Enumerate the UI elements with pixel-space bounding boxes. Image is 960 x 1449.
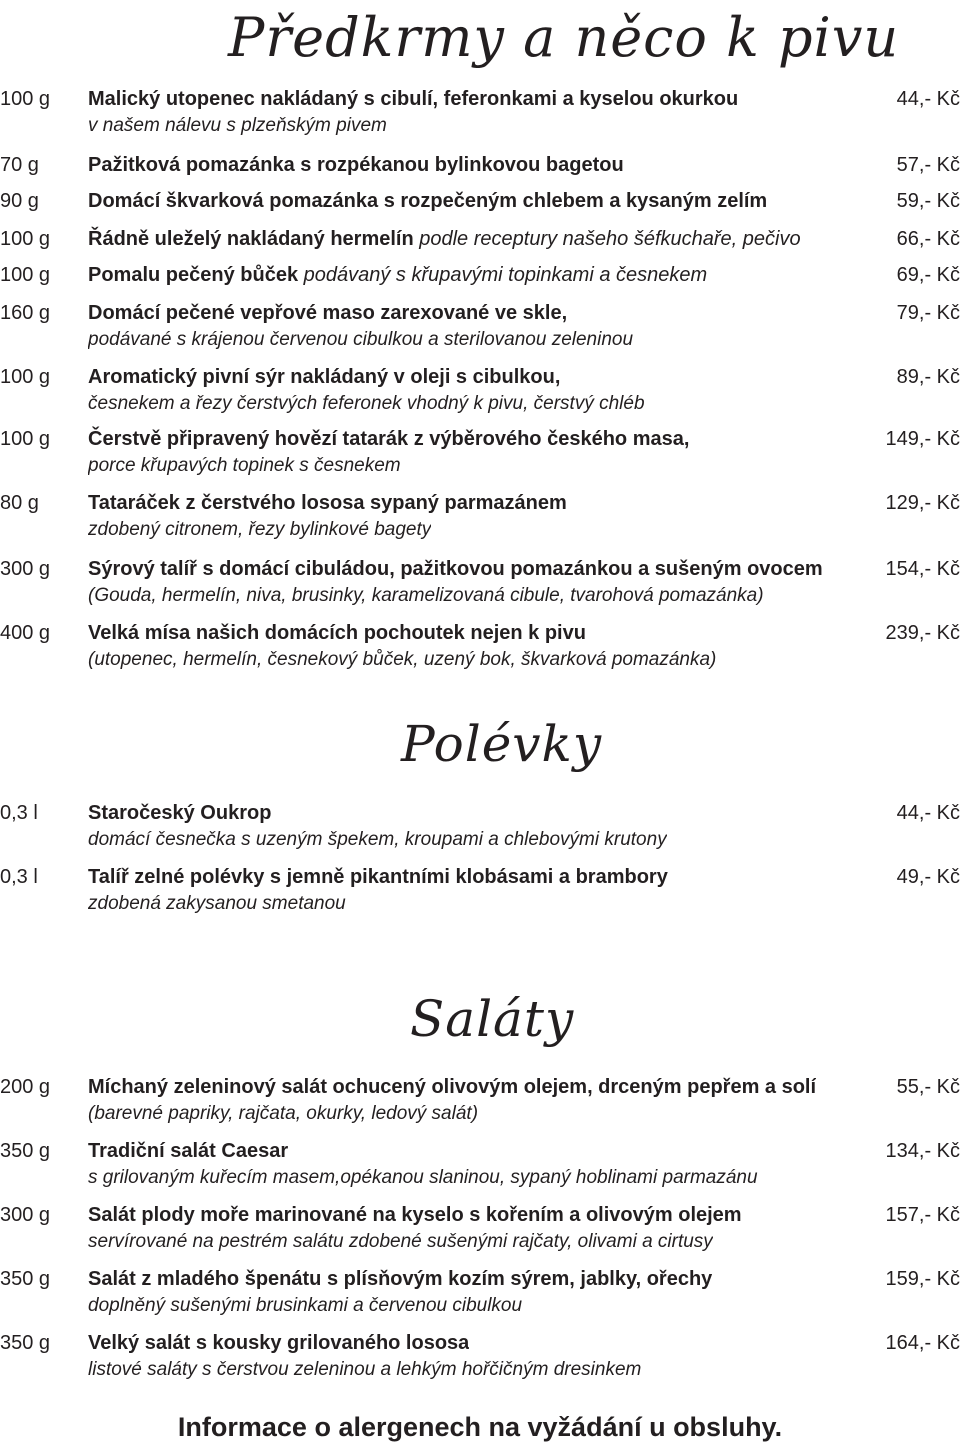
item-name: [88, 262, 707, 288]
item-price: 69,- Kč: [896, 264, 960, 286]
item-quantity: 0,3 l: [0, 802, 38, 824]
item-description: s grilovaným kuřecím masem,opékanou slaninou, sypaný hoblinami parmazánu: [88, 1167, 758, 1188]
item-name-text: Salát z mladého špenátu s plísňovým kozím sýrem, jablky, ořechy: [88, 1268, 713, 1290]
item-price: 157,- Kč: [885, 1204, 960, 1226]
allergen-notice: Informace o alergenech na vyžádání u obsluhy.: [177, 1412, 783, 1442]
item-price: 57,- Kč: [896, 154, 960, 176]
item-price: 154,- Kč: [885, 558, 960, 580]
item-name-text: Pažitková pomazánka s rozpékanou bylinkovou bagetou: [88, 154, 624, 176]
item-description: porce křupavých topinek s česnekem: [88, 455, 401, 476]
item-name: [88, 1330, 469, 1356]
item-name: [88, 1138, 288, 1164]
item-price: 55,- Kč: [896, 1076, 960, 1098]
item-name-text: Talíř zelné polévky s jemně pikantními klobásami a brambory: [88, 866, 668, 888]
item-quantity: 100 g: [0, 88, 51, 110]
item-name-text: Aromatický pivní sýr nakládaný v oleji s cibulkou,: [88, 366, 561, 388]
item-price: 159,- Kč: [885, 1268, 960, 1290]
section-title-predkrmy: Předkrmy a něco k pivu: [228, 6, 900, 69]
item-quantity: 350 g: [0, 1140, 51, 1162]
item-quantity: 100 g: [0, 228, 51, 250]
item-quantity: 100 g: [0, 366, 51, 388]
item-name: [88, 556, 823, 582]
item-price: 129,- Kč: [885, 492, 960, 514]
item-name-text: Velká mísa našich domácích pochoutek nejen k pivu: [88, 622, 586, 644]
item-name: [88, 1202, 742, 1228]
item-name: [88, 490, 567, 516]
item-name-text: Řádně uleželý nakládaný hermelín: [88, 228, 414, 250]
item-name-text: Domácí pečené vepřové maso zarexované ve skle,: [88, 302, 568, 324]
item-name: [88, 226, 801, 252]
item-name-text: Velký salát s kousky grilovaného lososa: [88, 1332, 470, 1354]
item-name-text: Malický utopenec nakládaný s cibulí, feferonkami a kyselou okurkou: [88, 88, 739, 110]
item-quantity: 400 g: [0, 622, 51, 644]
item-inline-description: podle receptury našeho šéfkuchaře, pečivo: [413, 228, 801, 250]
item-name: [88, 800, 271, 826]
item-price: 89,- Kč: [896, 366, 960, 388]
item-quantity: 300 g: [0, 1204, 51, 1226]
item-name-text: Salát plody moře marinované na kyselo s kořením a olivovým olejem: [88, 1204, 742, 1226]
section-title-salaty: Saláty: [410, 990, 575, 1048]
item-description: (utopenec, hermelín, česnekový bůček, uzený bok, škvarková pomazánka): [88, 649, 717, 670]
item-description: listové saláty s čerstvou zeleninou a lehkým hořčičným dresinkem: [88, 1359, 642, 1380]
item-price: 44,- Kč: [896, 88, 960, 110]
item-description: servírované na pestrém salátu zdobené sušenými rajčaty, olivami a cirtusy: [88, 1231, 713, 1252]
item-quantity: 80 g: [0, 492, 39, 514]
item-quantity: 200 g: [0, 1076, 51, 1098]
item-quantity: 100 g: [0, 428, 51, 450]
item-name-text: Míchaný zeleninový salát ochucený olivovým olejem, drceným pepřem a solí: [88, 1076, 817, 1098]
item-quantity: 0,3 l: [0, 866, 38, 888]
item-name: [88, 152, 624, 178]
item-price: 239,- Kč: [885, 622, 960, 644]
item-name: [88, 864, 668, 890]
item-description: doplněný sušenými brusinkami a červenou cibulkou: [88, 1295, 523, 1316]
item-inline-description: podávaný s křupavými topinkami a česnekem: [298, 264, 708, 286]
section-title-polevky: Polévky: [401, 715, 603, 773]
item-name: [88, 1266, 712, 1292]
item-price: 164,- Kč: [885, 1332, 960, 1354]
item-description: domácí česnečka s uzeným špekem, kroupami a chlebovými krutony: [88, 829, 667, 850]
item-price: 134,- Kč: [885, 1140, 960, 1162]
item-name: [88, 426, 689, 452]
item-quantity: 70 g: [0, 154, 39, 176]
item-description: zdobená zakysanou smetanou: [88, 893, 346, 914]
item-name: [88, 1074, 816, 1100]
item-description: česnekem a řezy čerstvých feferonek vhodný k pivu, čerstvý chléb: [88, 393, 645, 414]
item-name-text: Tradiční salát Caesar: [88, 1140, 289, 1162]
item-quantity: 100 g: [0, 264, 51, 286]
item-name: [88, 86, 738, 112]
item-quantity: 300 g: [0, 558, 51, 580]
item-description: v našem nálevu s plzeňským pivem: [88, 115, 387, 136]
item-name-text: Tataráček z čerstvého lososa sypaný parmazánem: [88, 492, 567, 514]
item-price: 44,- Kč: [896, 802, 960, 824]
item-quantity: 350 g: [0, 1332, 51, 1354]
item-name-text: Staročeský Oukrop: [88, 802, 272, 824]
item-price: 79,- Kč: [896, 302, 960, 324]
item-quantity: 160 g: [0, 302, 51, 324]
item-description: zdobený citronem, řezy bylinkové bagety: [88, 519, 432, 540]
item-description: podávané s krájenou červenou cibulkou a sterilovanou zeleninou: [88, 329, 634, 350]
item-quantity: 90 g: [0, 190, 39, 212]
item-name: [88, 364, 560, 390]
item-name: [88, 300, 567, 326]
item-price: 49,- Kč: [896, 866, 960, 888]
item-name-text: Sýrový talíř s domácí cibuládou, pažitkovou pomazánkou a sušeným ovocem: [88, 558, 823, 580]
item-price: 66,- Kč: [896, 228, 960, 250]
item-price: 149,- Kč: [885, 428, 960, 450]
item-price: 59,- Kč: [896, 190, 960, 212]
item-name-text: Čerstvě připravený hovězí tatarák z výběrového českého masa,: [88, 428, 690, 450]
item-name-text: Domácí škvarková pomazánka s rozpečeným chlebem a kysaným zelím: [88, 190, 768, 212]
item-quantity: 350 g: [0, 1268, 51, 1290]
item-description: (Gouda, hermelín, niva, brusinky, karamelizovaná cibule, tvarohová pomazánka): [88, 585, 764, 606]
item-name-text: Pomalu pečený bůček: [88, 264, 299, 286]
item-name: [88, 620, 586, 646]
item-name: [88, 188, 767, 214]
item-description: (barevné papriky, rajčata, okurky, ledový salát): [88, 1103, 479, 1124]
